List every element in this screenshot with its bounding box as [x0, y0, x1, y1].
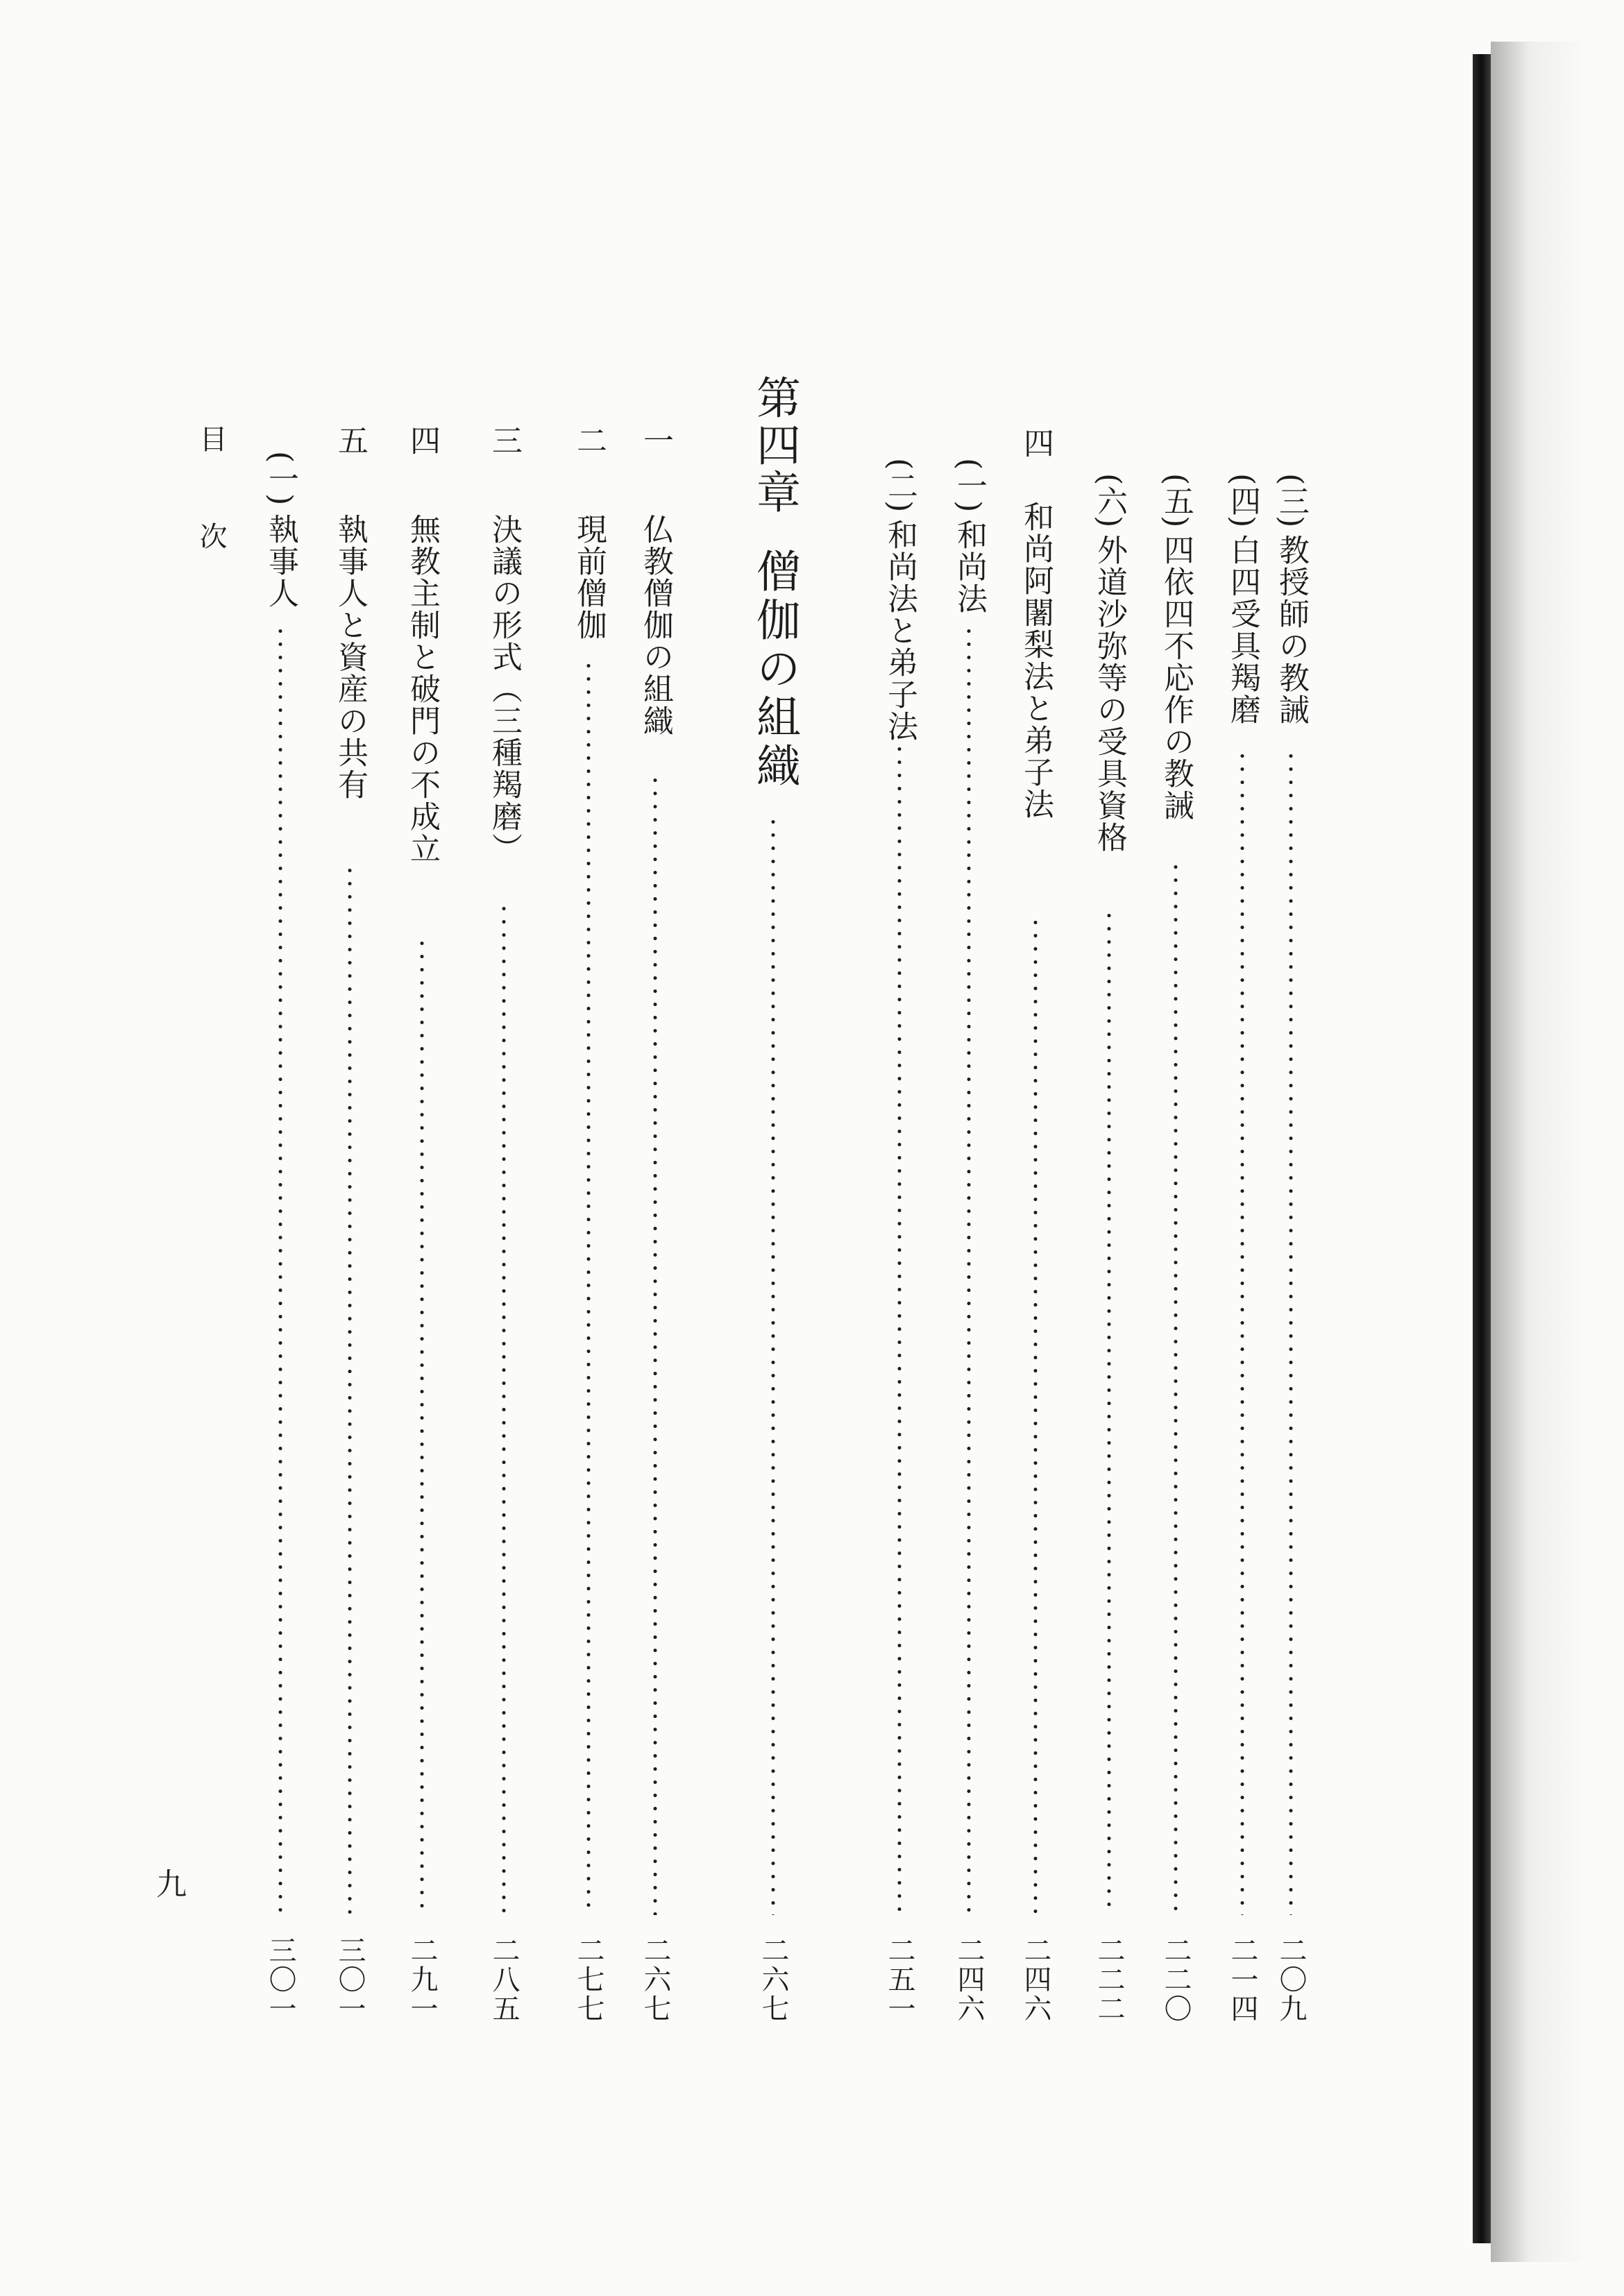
entry-page: 二一四: [1226, 1936, 1258, 2023]
dot-leader: [348, 864, 352, 1915]
entry-title: 執事人と資産の共有: [332, 513, 368, 801]
entry-page: 二六七: [639, 1936, 671, 2023]
entry-page: 二〇九: [1275, 1936, 1307, 2023]
dot-leader: [278, 624, 282, 1915]
entry-page: 三〇一: [264, 1936, 296, 2023]
entry-title: 四依四不応作の教誡: [1158, 534, 1194, 822]
entry-number: (二): [882, 458, 917, 513]
entry-title: 外道沙弥等の受具資格: [1092, 534, 1127, 853]
entry-title: 決議の形式（三種羯磨）: [487, 513, 522, 865]
entry-page: 二四六: [1020, 1936, 1051, 2023]
chapter-page: 二六七: [757, 1936, 789, 2023]
entry-number: (四): [1225, 473, 1260, 528]
page-edge-shadow: [1491, 42, 1588, 2262]
entry-page: 三〇一: [334, 1936, 366, 2023]
dot-leader: [1289, 749, 1293, 1915]
entry-title: 白四受具羯磨: [1225, 534, 1260, 726]
dot-leader: [1107, 909, 1111, 1915]
entry-number: (五): [1158, 473, 1194, 528]
dot-leader: [771, 815, 775, 1915]
dot-leader: [897, 742, 902, 1915]
dot-leader: [967, 624, 971, 1915]
entry-page: 二二二: [1093, 1936, 1125, 2023]
entry-number: (六): [1092, 473, 1127, 528]
entry-title: 仏教僧伽の組織: [638, 513, 673, 737]
entry-number: 一: [638, 425, 673, 455]
entry-title: 和尚阿闍梨法と弟子法: [1018, 501, 1054, 820]
running-head: 目 次: [195, 425, 227, 570]
entry-page: 二二〇: [1160, 1936, 1192, 2023]
entry-number: (一): [951, 458, 987, 513]
entry-page: 二七七: [573, 1936, 604, 2023]
chapter-title: 僧伽の組織: [749, 548, 800, 791]
dot-leader: [586, 659, 591, 1915]
entry-number: 四: [1018, 427, 1054, 458]
entry-number: (三): [1274, 473, 1309, 528]
entry-number: (一): [263, 451, 298, 506]
entry-title: 現前僧伽: [571, 513, 607, 641]
entry-number: 二: [571, 425, 607, 455]
page-number: 九: [151, 1868, 186, 1898]
entry-page: 二九一: [406, 1936, 438, 2023]
entry-title: 教授師の教誡: [1274, 534, 1309, 726]
dot-leader: [420, 937, 424, 1915]
entry-number: 四: [405, 425, 440, 455]
dot-leader: [653, 774, 657, 1915]
entry-page: 二四六: [953, 1936, 985, 2023]
dot-leader: [1174, 860, 1178, 1915]
entry-page: 二八五: [488, 1936, 520, 2023]
entry-number: 三: [487, 425, 522, 455]
entry-title: 和尚法と弟子法: [882, 519, 917, 742]
chapter-number: 第四章: [749, 375, 800, 516]
entry-title: 無教主制と破門の不成立: [405, 513, 440, 865]
dot-leader: [502, 902, 506, 1915]
dot-leader: [1240, 749, 1244, 1915]
entry-title: 和尚法: [951, 519, 987, 615]
entry-title: 執事人: [263, 513, 298, 609]
entry-page: 二五一: [883, 1936, 915, 2023]
entry-number: 五: [332, 425, 368, 455]
dot-leader: [1033, 916, 1038, 1915]
binding-edge: [1473, 54, 1491, 2243]
